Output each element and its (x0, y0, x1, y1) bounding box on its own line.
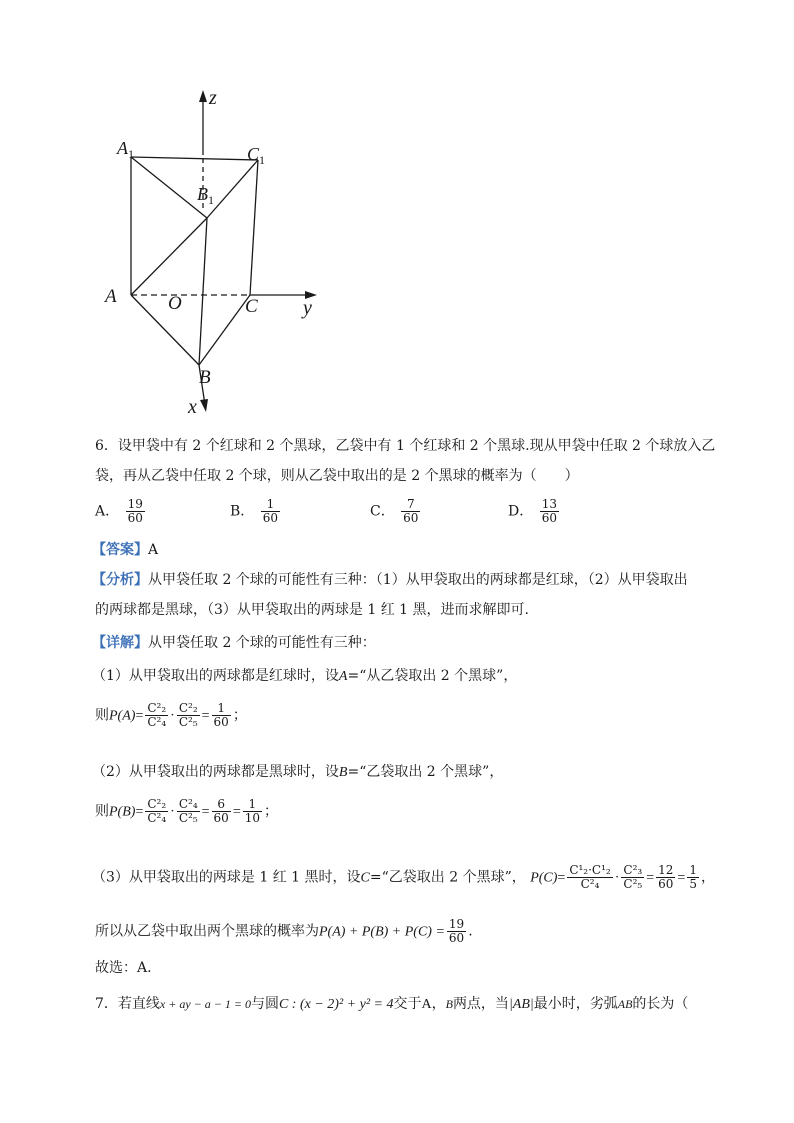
edge-AB1 (131, 218, 207, 295)
q6-option-c: C． $\frac{7}{60}$ (370, 497, 419, 525)
label-O: O (168, 293, 182, 314)
label-C1: $C_1$ (247, 144, 266, 167)
q6-sum: 所以从乙袋中取出两个黑球的概率为P(A) + P(B) + P(C) = $\frac{19}{60}$ . (95, 917, 473, 945)
q6-case1: （1）从甲袋取出的两球都是红球时，设A=“从乙袋取出 2 个黑球”， (92, 668, 518, 684)
edge-C1C (250, 160, 258, 295)
label-B1: $B_1$ (197, 184, 214, 207)
label-A: A (105, 286, 117, 307)
label-y: y (303, 297, 312, 319)
q6-line2: 袋，再从乙袋中任取 2 个球，则从乙袋中取出的是 2 个黑球的概率为（ ） (95, 468, 579, 484)
q6-option-a: A． $\frac{19}{60}$ (95, 497, 143, 525)
q6-detail: 【详解】从甲袋任取 2 个球的可能性有三种： (92, 635, 376, 651)
edge-CB (199, 295, 250, 365)
label-B: B (199, 367, 211, 388)
label-z: z (209, 87, 217, 109)
label-x: x (188, 396, 197, 418)
label-A1: $A_1$ (117, 138, 134, 161)
detail-tag: 【详解】 (92, 635, 148, 651)
q7-line1: 7．若直线x + ay − a − 1 = 0与圆C : (x − 2)² + y² = 4交于A，B两点，当|AB|最小时，劣弧AB的长为（ (95, 996, 689, 1012)
answer-tag: 【答案】 (92, 542, 148, 558)
q6-option-b: B． $\frac{1}{60}$ (230, 497, 279, 525)
q6-line1: 6．设甲袋中有 2 个红球和 2 个黑球，乙袋中有 1 个红球和 2 个黑球.现从甲袋中任取 2 个球放入乙 (95, 438, 716, 454)
edge-B1B (199, 218, 207, 365)
edge-A1C1 (131, 157, 258, 160)
edge-A1B1 (131, 157, 207, 218)
label-C: C (245, 296, 258, 317)
prism-figure (95, 80, 335, 420)
q6-case2: （2）从甲袋取出的两球都是黑球时，设B=“乙袋取出 2 个黑球”， (92, 764, 504, 780)
q6-analysis-line1: 【分析】从甲袋任取 2 个球的可能性有三种：（1）从甲袋取出的两球都是红球，（2）从甲袋取出 (92, 572, 688, 588)
q6-analysis-line2: 的两球都是黑球，（3）从甲袋取出的两球是 1 红 1 黑，进而求解即可. (95, 602, 529, 618)
q6-case1-formula: 则P(A)= $\frac{\text{C²₂}}{\text{C²₄}}$ · $\frac{\text{C²₂}}{\text{C²₅}}$ = $\frac{1}{60}$ ； (95, 701, 247, 729)
edge-AB (131, 295, 199, 365)
q6-answer: 【答案】A (92, 542, 159, 558)
edge-C1B1 (207, 160, 258, 218)
q6-option-d: D． $\frac{13}{60}$ (508, 497, 557, 525)
analysis-tag: 【分析】 (92, 572, 148, 588)
q6-choice: 故选：A. (95, 960, 152, 976)
q6-case2-formula: 则P(B)= $\frac{\text{C²₂}}{\text{C²₄}}$ · $\frac{\text{C²₄}}{\text{C²₅}}$ = $\frac{6}{60}$ = $\frac{1}{10}$ ； (95, 797, 279, 825)
q6-case3: （3）从甲袋取出的两球是 1 红 1 黑时，设C=“乙袋取出 2 个黑球”， P(C)= $\frac{\text{C¹₂·C¹₂}}{\text{C²₄}}$ · $\frac{\text{C²₃}}{\text{C²₅}}$ = $\frac{12}{60}$ = $\frac{1}{5}$ ， (92, 863, 715, 891)
